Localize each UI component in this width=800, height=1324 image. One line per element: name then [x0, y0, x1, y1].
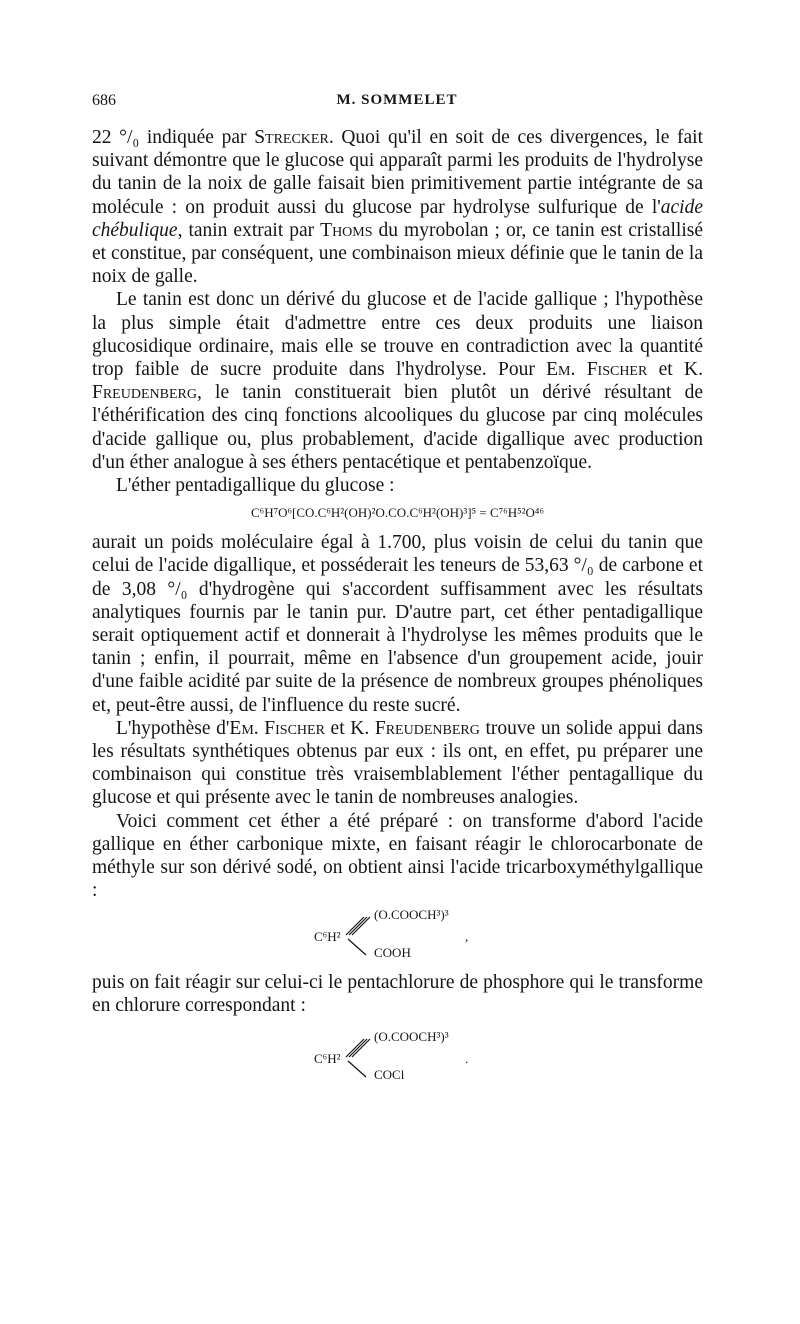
paragraph-5: [92, 717, 703, 810]
formula-tricarboxymethylgallic-acid: [92, 905, 703, 963]
author-name: K. Freudenberg: [92, 359, 703, 404]
text-run: et: [647, 359, 685, 381]
spacer: [92, 1017, 703, 1025]
text-run: L'hypothèse d': [116, 717, 230, 739]
running-head: M. SOMMELET: [336, 92, 458, 108]
paragraph-3: L'éther pentadigallique du glucose :: [116, 475, 395, 497]
formula-acid-chloride: [92, 1027, 703, 1085]
author-name: Em. Fischer: [546, 359, 648, 381]
branch-bonds-icon: [344, 1033, 372, 1083]
formula-pentadigallic-ether: C⁶H⁷O⁶[CO.C⁶H²(OH)²O.CO.C⁶H²(OH)³]⁵ = C⁷⁶H⁵²O⁴⁶: [251, 505, 544, 521]
formula-top-group: (O.COOCH³)³: [374, 1028, 449, 1044]
formula-top-group: (O.COOCH³)³: [374, 906, 449, 922]
italic-term: acide chébulique: [92, 196, 703, 241]
page-header: [92, 92, 702, 112]
text-run: du myrobolan ; or, ce tanin est cristallisé et constitue, par conséquent, une combinaison mieux définie que le tanin de la noix de galle.: [92, 219, 703, 288]
author-name: Em. Fischer: [229, 717, 325, 739]
author-name: Thoms: [320, 219, 373, 241]
paragraph-2: [92, 288, 703, 474]
body-text: [92, 126, 703, 1093]
formula-bottom-group: COCl: [374, 1066, 405, 1082]
paragraph-1: [92, 126, 703, 288]
paragraph-4: aurait un poids moléculaire égal à 1.700, plus voisin de celui du tanin que celui de l'acide digallique, et posséderait les teneurs de 53,63 °/₀ de carbone et de 3,08 °/₀ d'hydrogène qui s'accordent suffisamment avec les résultats analytiques fournis par le tanin pur. D'autre part, cet éther pentadigallique serait optiquement actif et donnerait à l'hydrolyse les mêmes produits que le tanin ; enfin, il pourrait, même en l'absence d'un groupement acide, jouir d'une faible acidité par suite de la présence de nombreux groupes phénoliques et, peut-être aussi, de l'influence du reste sucré.: [92, 532, 703, 716]
formula-base: C⁶H²: [314, 1050, 341, 1066]
author-name: Strecker: [254, 127, 329, 148]
page-number: 686: [92, 92, 116, 109]
paragraph-7: puis on fait réagir sur celui-ci le pentachlorure de phosphore qui le transforme en chlorure correspondant :: [92, 971, 703, 1016]
text-run: Le tanin est donc un dérivé du glucose et de l'acide gallique ; l'hypothèse la plus simple était d'admettre entre ces deux produits une liaison glucosidique ordinaire, mais elle se trouve en contradiction avec la quantité trop faible de sucre produite dans l'hydrolyse. Pour: [92, 289, 703, 381]
text-run: , tanin extrait par: [177, 219, 321, 241]
branch-bonds-icon: [344, 911, 372, 961]
formula-bottom-group: COOH: [374, 944, 411, 960]
formula-punctuation: ,: [465, 928, 469, 944]
text-run: , le tanin constituerait bien plutôt un dérivé résultant de l'éthérification des cinq fonctions alcooliques du glucose par cinq molécules d'acide gallique ou, plus probablement, d'acide digallique avec production d'un éther analogue à ses éthers pentacétique et pentabenzoïque.: [92, 382, 703, 473]
paragraph-6: Voici comment cet éther a été préparé : on transforme d'abord l'acide gallique en éther carbonique mixte, en faisant réagir le chlorocarbonate de méthyle sur son dérivé sodé, on obtient ainsi l'acide tricarboxyméthylgallique :: [92, 810, 703, 902]
text-run: . Quoi qu'il en soit de ces divergences, le fait suivant démontre que le glucose qui apparaît parmi les produits de l'hydrolyse du tanin de la noix de galle faisait bien primitivement partie intégrante de sa molécule : on produit aussi du glucose par hydrolyse sulfurique de l': [92, 127, 704, 218]
formula-punctuation: .: [465, 1050, 469, 1066]
formula-base: C⁶H²: [314, 928, 341, 944]
author-name: K. Freudenberg: [350, 717, 480, 739]
text-run: 22 °/₀ indiquée par: [92, 127, 255, 148]
text-run: trouve un solide appui dans les résultats synthétiques obtenus par eux : ils ont, en effet, pu préparer une combinaison qui constitue très vraisemblablement l'éther pentagallique du glucose et qui présente avec le tanin de nombreuses analogies.: [92, 717, 704, 809]
text-run: et: [324, 717, 351, 739]
